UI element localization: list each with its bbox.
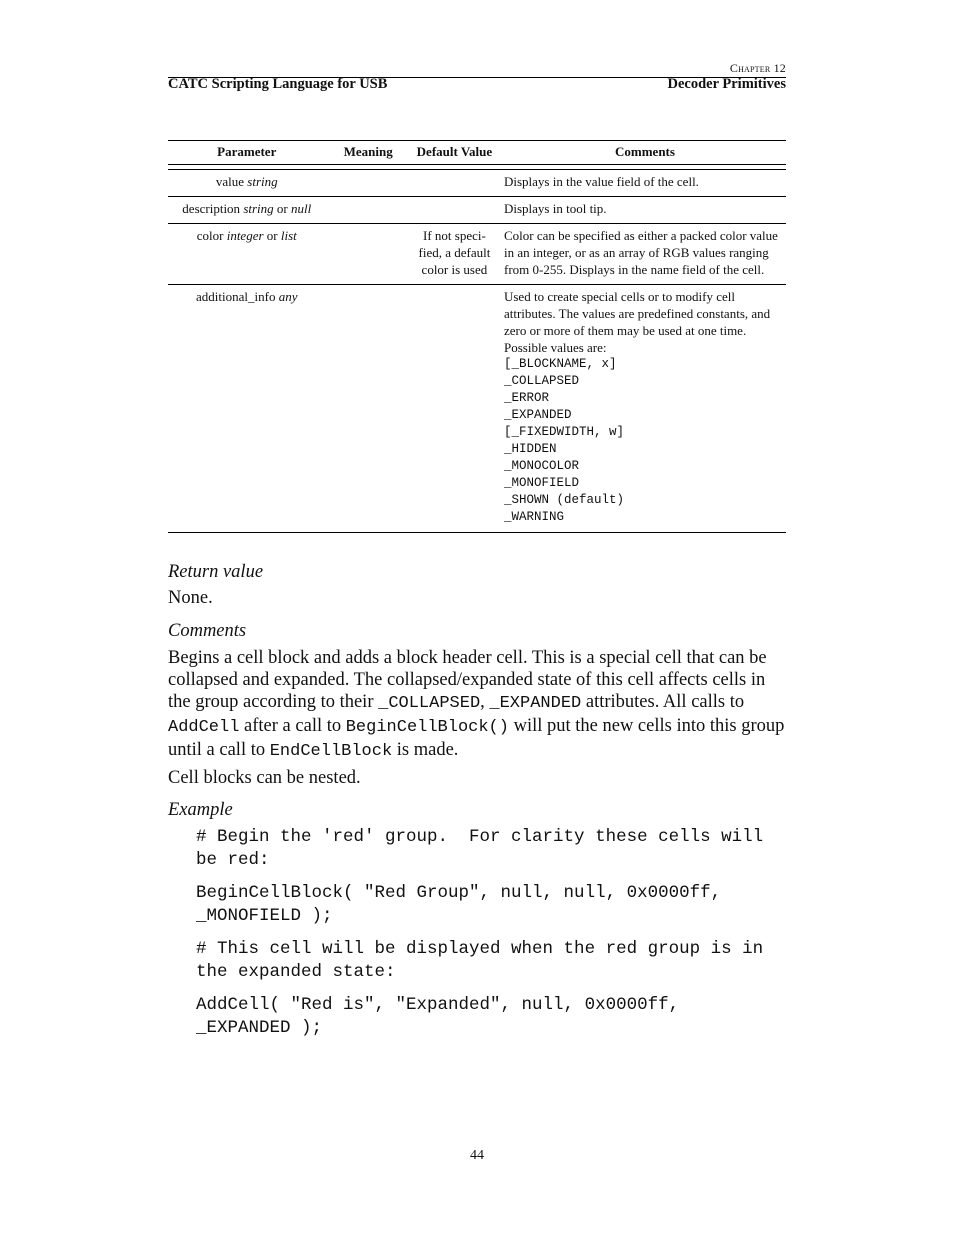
table-row: [168, 170, 786, 197]
page-number: 44: [470, 1148, 484, 1163]
column-header-meaning: Meaning: [343, 144, 393, 159]
code-line: # Begin the 'red' group. For clarity these cells will be red:: [196, 827, 764, 870]
meaning-cell: [326, 223, 411, 284]
code-line: AddCell( "Red is", "Expanded", null, 0x0000ff, _EXPANDED );: [196, 995, 680, 1038]
example-heading: Example: [168, 800, 233, 820]
column-header-default: Default Value: [416, 144, 493, 159]
param-name: color: [196, 227, 224, 243]
comments-paragraph-nested: Cell blocks can be nested.: [168, 768, 361, 788]
param-type-alt: null: [291, 200, 312, 216]
possible-values-list: [504, 356, 786, 526]
param-type: string: [247, 173, 278, 189]
param-cell: [168, 223, 326, 284]
value-item: [_FIXEDWIDTH, w]: [503, 424, 625, 439]
param-name: value: [215, 173, 245, 189]
param-type: integer: [226, 227, 264, 243]
table-row: [168, 223, 786, 284]
default-cell: [411, 223, 498, 284]
value-item: _WARNING: [503, 509, 564, 524]
column-header-comments: Comments: [615, 144, 675, 159]
inline-code: _COLLAPSED: [378, 694, 481, 713]
running-title-left: CATC Scripting Language for USB: [168, 76, 388, 92]
value-item: _MONOFIELD: [503, 475, 579, 490]
return-value-text: None.: [168, 588, 213, 608]
default-line: If not speci-: [423, 227, 486, 243]
meaning-cell: [326, 170, 411, 197]
running-title-right: Decoder Primitives: [667, 76, 786, 92]
inline-code: AddCell: [168, 718, 240, 737]
inline-code: EndCellBlock: [269, 742, 393, 761]
meaning-cell: [326, 284, 411, 532]
return-value-heading: Return value: [168, 562, 264, 582]
param-or: or: [266, 227, 278, 243]
comment-cell: [498, 284, 786, 532]
value-item: _HIDDEN: [503, 441, 557, 456]
value-item: _MONOCOLOR: [503, 458, 579, 473]
param-cell: [168, 196, 326, 223]
text-run: Begins a cell block and adds a block header cell. This is a special cell that can be collapsed and expanded. The collapsed/expanded state of this cell affects cells in the group according to their: [168, 648, 767, 712]
column-header-parameter: Parameter: [217, 144, 277, 159]
chapter-label: Chapter 12: [729, 61, 786, 75]
value-item: _COLLAPSED: [503, 373, 579, 388]
text-run: after a call to: [239, 716, 346, 736]
param-cell: [168, 284, 326, 532]
param-type: any: [278, 288, 298, 304]
default-cell: [411, 196, 498, 223]
value-item: _SHOWN (default): [503, 492, 625, 507]
meaning-cell: [326, 196, 411, 223]
value-item: _EXPANDED: [503, 407, 572, 422]
text-run: is made.: [392, 740, 459, 760]
default-line: fied, a default: [418, 244, 491, 260]
text-run: will put the new cells into this group until a call to: [168, 716, 785, 760]
inline-code: BeginCellBlock(): [345, 718, 509, 737]
comment-cell: Displays in tool tip.: [498, 196, 786, 223]
code-line: # This cell will be displayed when the red group is in the expanded state:: [196, 939, 764, 982]
text-run: attributes. All calls to: [581, 692, 745, 712]
param-type: string: [243, 200, 274, 216]
param-name: description: [182, 200, 241, 216]
param-cell: [168, 170, 326, 197]
table-header-row: [168, 141, 786, 164]
comments-heading: Comments: [168, 621, 247, 641]
comment-cell: Displays in the value field of the cell.: [498, 170, 786, 197]
param-name: additional_info: [196, 288, 276, 304]
param-type-alt: list: [280, 227, 297, 243]
table-row: [168, 284, 786, 532]
value-item: _ERROR: [503, 390, 549, 405]
inline-code: _EXPANDED: [489, 694, 582, 713]
text-run: ,: [480, 692, 490, 712]
default-cell: [411, 284, 498, 532]
code-line: BeginCellBlock( "Red Group", null, null, 0x0000ff, _MONOFIELD );: [196, 883, 722, 926]
table-row: [168, 196, 786, 223]
comment-cell: Color can be specified as either a packed color value in an integer, or as an array of RGB values ranging from 0-255. Displays in the name field of the cell.: [498, 223, 786, 284]
default-line: color is used: [421, 261, 488, 277]
value-item: [_BLOCKNAME, x]: [503, 356, 617, 371]
param-or: or: [276, 200, 288, 216]
default-cell: [411, 170, 498, 197]
comments-paragraph: [168, 647, 786, 763]
parameter-table: [168, 140, 786, 533]
comment-text: Used to create special cells or to modify cell attributes. The values are predefined constants, and zero or more of them may be used at one time. Possible values are:: [503, 288, 771, 355]
